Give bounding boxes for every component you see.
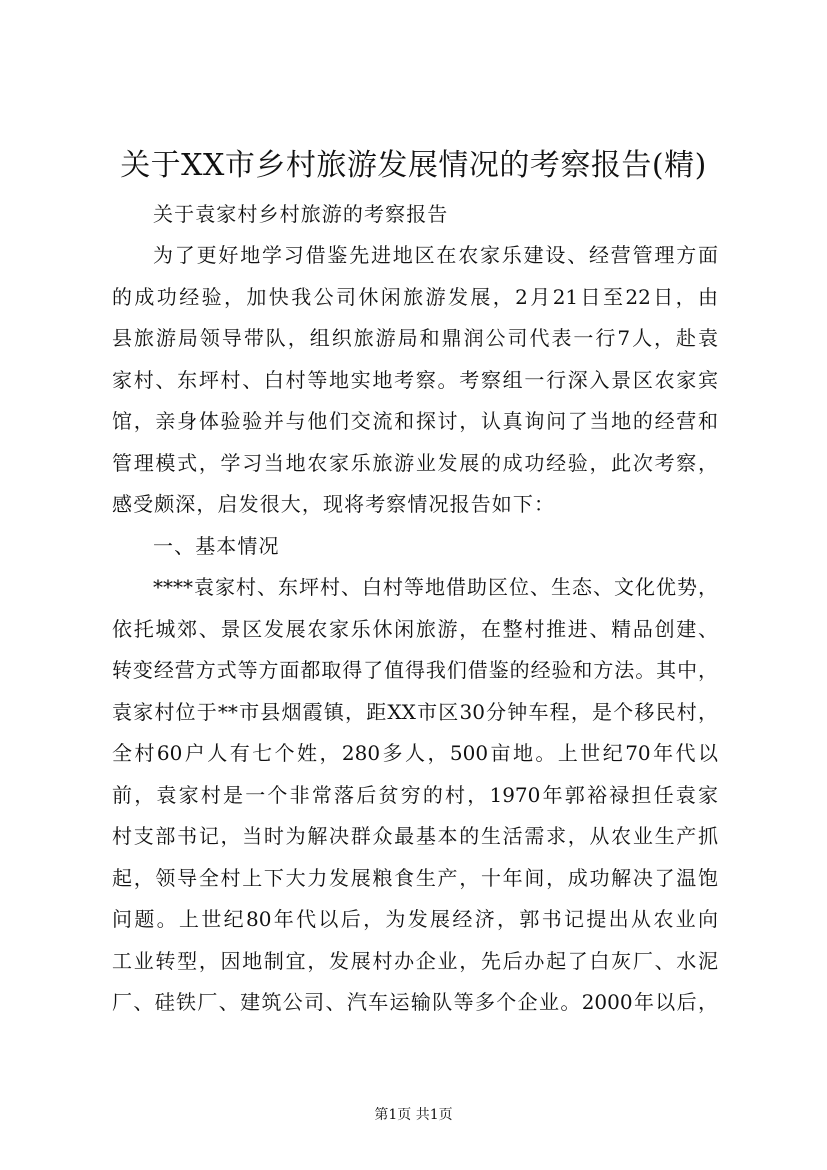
paragraph-line: 村支部书记，当时为解决群众最基本的生活需求，从农业生产抓	[112, 824, 718, 848]
paragraph-line: 依托城郊、景区发展农家乐休闲旅游，在整村推进、精品创建、	[112, 617, 718, 641]
page-footer: 第1页 共1页	[374, 1107, 453, 1123]
paragraph-line: 问题。上世纪80年代以后，为发展经济，郭书记提出从农业向	[112, 907, 718, 931]
report-subtitle: 关于袁家村乡村旅游的考察报告	[153, 202, 449, 226]
paragraph-line: 的成功经验，加快我公司休闲旅游发展，2月21日至22日，由	[112, 285, 718, 309]
paragraph-line: ****袁家村、东坪村、白村等地借助区位、生态、文化优势，	[153, 575, 718, 599]
section-heading: 一、基本情况	[153, 534, 280, 558]
paragraph-line: 为了更好地学习借鉴先进地区在农家乐建设、经营管理方面	[153, 243, 718, 267]
paragraph-line: 转变经营方式等方面都取得了值得我们借鉴的经验和方法。其中，	[112, 658, 718, 682]
paragraph-line: 厂、硅铁厂、建筑公司、汽车运输队等多个企业。2000年以后，	[112, 990, 718, 1014]
paragraph-line: 工业转型，因地制宜，发展村办企业，先后办起了白灰厂、水泥	[112, 949, 718, 973]
paragraph-line: 馆，亲身体验验并与他们交流和探讨，认真询问了当地的经营和	[112, 409, 718, 433]
paragraph-line: 县旅游局领导带队，组织旅游局和鼎润公司代表一行7人，赴袁	[112, 326, 718, 350]
paragraph-line: 前，袁家村是一个非常落后贫穷的村，1970年郭裕禄担任袁家	[112, 783, 718, 807]
document-title: 关于XX市乡村旅游发展情况的考察报告(精)	[120, 148, 707, 183]
paragraph-line: 家村、东坪村、白村等地实地考察。考察组一行深入景区农家宾	[112, 368, 718, 392]
paragraph-line: 袁家村位于**市县烟霞镇，距XX市区30分钟车程，是个移民村，	[112, 700, 718, 724]
paragraph-line: 感受颇深，启发很大，现将考察情况报告如下：	[112, 492, 556, 516]
paragraph-line: 起，领导全村上下大力发展粮食生产，十年间，成功解决了温饱	[112, 866, 718, 890]
paragraph-line: 管理模式，学习当地农家乐旅游业发展的成功经验，此次考察，	[112, 451, 718, 475]
paragraph-line: 全村60户人有七个姓，280多人，500亩地。上世纪70年代以	[112, 741, 718, 765]
